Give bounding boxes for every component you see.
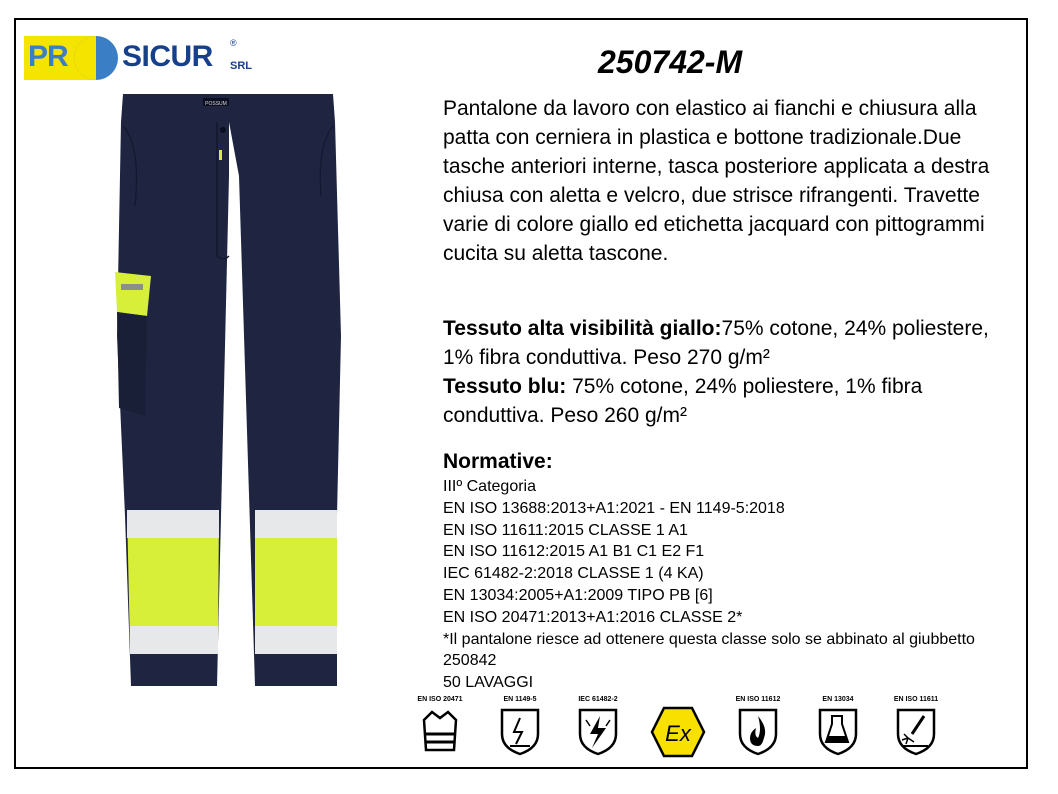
trousers-image xyxy=(105,86,365,716)
norms-title: Normative: xyxy=(443,450,553,473)
norm-item: *Il pantalone riesce ad ottenere questa classe solo se abbinato al giubbetto 250842 xyxy=(443,630,975,670)
antistatic-icon: EN 1149-5 xyxy=(490,696,550,762)
atex-ex-icon xyxy=(648,696,708,762)
norm-item: EN 13034:2005+A1:2009 TIPO PB [6] xyxy=(443,586,713,604)
norm-item: EN ISO 11611:2015 CLASSE 1 A1 xyxy=(443,521,688,539)
flame-icon: EN ISO 11612 xyxy=(728,696,788,762)
certification-icons xyxy=(410,696,950,766)
product-code: 250742-M xyxy=(598,44,743,80)
welding-icon: EN ISO 11611 xyxy=(886,696,946,762)
chemical-icon: EN 13034 xyxy=(808,696,868,762)
norm-item: EN ISO 11612:2015 A1 B1 C1 E2 F1 xyxy=(443,543,705,561)
norm-item: EN ISO 13688:2013+A1:2021 - EN 1149-5:2018 xyxy=(443,499,785,517)
blue-fabric-text: 75% cotone, 24% poliestere, 1% fibra conduttiva. Peso 260 g/m² xyxy=(443,375,923,427)
hi-vis-vest-icon: EN ISO 20471 xyxy=(410,696,470,762)
svg-text:Ex: Ex xyxy=(665,721,691,746)
hv-fabric-label: Tessuto alta visibilità giallo: xyxy=(443,317,722,340)
hv-fabric-text: 75% cotone, 24% poliestere, 1% fibra conduttiva. Peso 270 g/m² xyxy=(443,317,989,369)
norm-item: 50 LAVAGGI xyxy=(443,674,534,692)
electric-arc-icon: IEC 61482-2 xyxy=(568,696,628,762)
norm-item: IEC 61482-2:2018 CLASSE 1 (4 KA) xyxy=(443,565,704,583)
pants-brand-label: POSSUM xyxy=(205,101,227,107)
norm-item: IIIº Categoria xyxy=(443,478,536,495)
product-description: Pantalone da lavoro con elastico ai fianchi e chiusura alla patta con cerniera in plastica e bottone tradizionale.Due tasche anteriori interne, tasca posteriore applicata a destra chiusa con aletta e velcro, due strisce rifrangenti. Travette varie di colore giallo ed etichetta jacquard con pittogrammi cucita su aletta tascone. xyxy=(443,97,990,265)
fabric-info xyxy=(443,314,1018,430)
norms-list xyxy=(443,476,1013,694)
blue-fabric-label: Tessuto blu: xyxy=(443,375,567,398)
norm-item: EN ISO 20471:2013+A1:2016 CLASSE 2* xyxy=(443,608,743,626)
prosicur-logo: PR SICUR ® SRL xyxy=(24,36,234,80)
